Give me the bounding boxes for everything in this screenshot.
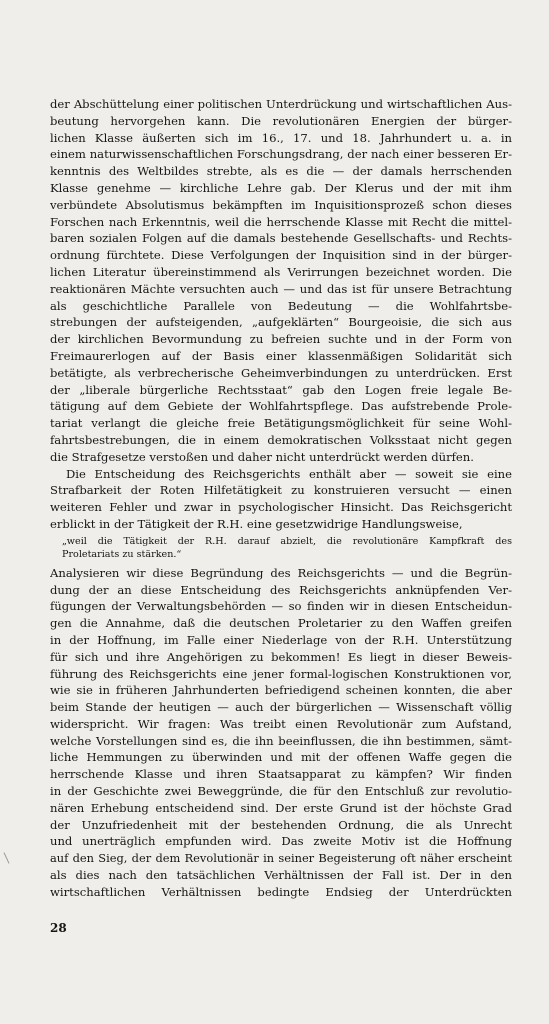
text-line: die Strafgesetze verstoßen und daher nicht unterdrückt werden dürfen. xyxy=(50,449,474,464)
text-line: widerspricht. Wir fragen: Was treibt einen Revolutionär zum Aufstand, xyxy=(50,716,512,731)
text-line: der kirchlichen Bevormundung zu befreien suchte und in der Form von xyxy=(50,332,512,347)
text-line: weiteren Fehler und zwar in psychologischer Hinsicht. Das Reichsgericht xyxy=(50,500,512,515)
text-line: baren sozialen Folgen auf die damals bestehende Gesellschafts- und Rechts- xyxy=(50,231,512,246)
block-quote xyxy=(50,535,512,561)
text-line: Forschen nach Erkenntnis, weil die herrschende Klasse mit Recht die mittel- xyxy=(50,214,512,229)
text-line: herrschende Klasse und ihren Staatsapparat zu kämpfen? Wir finden xyxy=(50,767,512,782)
text-line: lichen Klasse äußerten sich im 16., 17. und 18. Jahrhundert u. a. in xyxy=(50,130,512,145)
text-line: und unerträglich empfunden wird. Das zweite Motiv ist die Hoffnung xyxy=(50,834,512,849)
text-line: in der Geschichte zwei Beweggründe, die für den Entschluß zur revolutio- xyxy=(50,784,512,799)
text-line: erblickt in der Tätigkeit der R.H. eine gesetzwidrige Handlungsweise, xyxy=(50,516,463,531)
text-line: kenntnis des Weltbildes strebte, als es die — der damals herrschenden xyxy=(50,164,512,179)
text-line: strebungen der aufsteigenden, „aufgeklärten“ Bourgeoisie, die sich aus xyxy=(50,315,512,330)
text-line: verbündete Absolutismus bekämpften im Inquisitionsprozeß schon dieses xyxy=(50,197,512,212)
text-line: fahrtsbestrebungen, die in einem demokratischen Volksstaat nicht gegen xyxy=(50,432,512,447)
text-line: als dies nach den tatsächlichen Verhältnissen der Fall ist. Der in den xyxy=(50,868,512,883)
paragraph-3 xyxy=(50,565,512,901)
paragraph-2 xyxy=(50,466,512,533)
text-line: tariat verlangt die gleiche freie Betätigungsmöglichkeit für seine Wohl- xyxy=(50,416,512,431)
text-line: der Abschüttelung einer politischen Unterdrückung und wirtschaftlichen Aus- xyxy=(50,97,512,111)
page-number: 28 xyxy=(50,921,67,935)
text-line: für sich und ihre Angehörigen zu bekommen! Es liegt in dieser Beweis- xyxy=(50,649,512,664)
text-line: gen die Annahme, daß die deutschen Proletarier zu den Waffen greifen xyxy=(50,616,512,631)
text-line: Klasse genehme — kirchliche Lehre gab. Der Klerus und der mit ihm xyxy=(50,180,512,195)
text-line: welche Vorstellungen sind es, die ihn beeinflussen, die ihn bestimmen, sämt- xyxy=(50,733,512,748)
text-line: in der Hoffnung, im Falle einer Niederlage von der R.H. Unterstützung xyxy=(50,632,512,647)
text-line: reaktionären Mächte versuchten auch — und das ist für unsere Betrachtung xyxy=(50,281,512,296)
text-line: nären Erhebung entscheidend sind. Der erste Grund ist der höchste Grad xyxy=(50,800,512,815)
text-line: Analysieren wir diese Begründung des Reichsgerichts — und die Begrün- xyxy=(50,565,512,580)
body-text xyxy=(50,96,512,901)
text-line: tätigung auf dem Gebiete der Wohlfahrtspflege. Das aufstrebende Prole- xyxy=(50,399,512,414)
text-line: fügungen der Verwaltungsbehörden — so finden wir in diesen Entscheidun- xyxy=(50,599,512,614)
text-line: Die Entscheidung des Reichsgerichts enthält aber — soweit sie eine xyxy=(66,466,512,481)
text-line: der Unzufriedenheit mit der bestehenden Ordnung, die als Unrecht xyxy=(50,817,512,832)
text-line: wie sie in früheren Jahrhunderten befriedigend scheinen konnten, die aber xyxy=(50,683,512,698)
text-line: betätigte, als verbrecherische Geheimverbindungen zu unterdrücken. Erst xyxy=(50,365,512,380)
quote-line: Proletariats zu stärken.“ xyxy=(62,548,182,560)
text-line: liche Hemmungen zu überwinden und mit der offenen Waffe gegen die xyxy=(50,750,512,765)
text-line: führung des Reichsgerichts eine jener formal-logischen Konstruktionen vor, xyxy=(50,666,512,681)
text-line: Strafbarkeit der Roten Hilfetätigkeit zu konstruieren versucht — einen xyxy=(50,483,512,498)
text-line: der „liberale bürgerliche Rechtsstaat“ gab den Logen freie legale Be- xyxy=(50,382,512,397)
text-line: einem naturwissenschaftlichen Forschungsdrang, der nach einer besseren Er- xyxy=(50,147,512,162)
paragraph-1 xyxy=(50,96,512,466)
text-line: Freimaurerlogen auf der Basis einer klassenmäßigen Solidarität sich xyxy=(50,348,512,363)
text-line: dung der an diese Entscheidung des Reichsgerichts anknüpfenden Ver- xyxy=(50,582,512,597)
quote-line: „weil die Tätigkeit der R.H. darauf abzielt, die revolutionäre Kampfkraft des xyxy=(62,535,512,547)
text-line: beim Stande der heutigen — auch der bürgerlichen — Wissenschaft völlig xyxy=(50,700,512,715)
text-line: wirtschaftlichen Verhältnissen bedingte Endsieg der Unterdrückten xyxy=(50,884,512,899)
margin-mark xyxy=(4,852,10,863)
text-line: beutung hervorgehen kann. Die revolutionären Energien der bürger- xyxy=(50,113,512,128)
text-line: lichen Literatur übereinstimmend als Verirrungen bezeichnet worden. Die xyxy=(50,264,512,279)
text-line: ordnung fürchtete. Diese Verfolgungen der Inquisition sind in der bürger- xyxy=(50,248,512,263)
text-line: auf den Sieg, der dem Revolutionär in seiner Begeisterung oft näher erscheint xyxy=(50,851,512,866)
text-line: als geschichtliche Parallele von Bedeutung — die Wohlfahrtsbe- xyxy=(50,298,512,313)
